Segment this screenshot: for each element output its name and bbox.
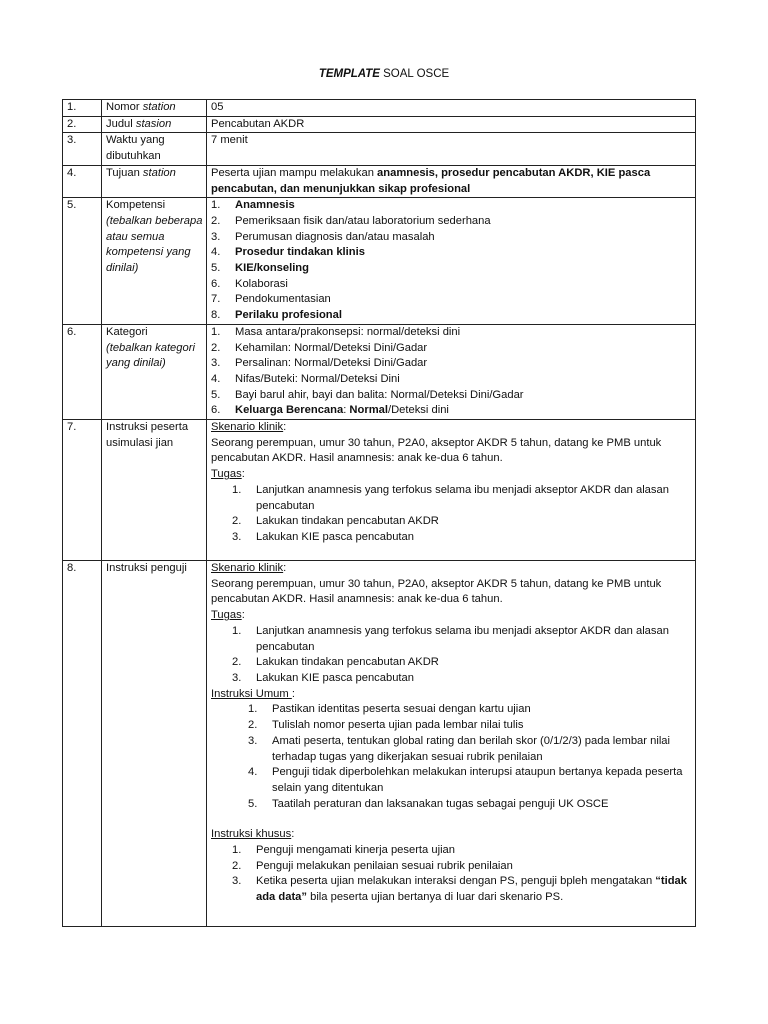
list-item: 3. Persalinan: Normal/Deteksi Dini/Gadar <box>211 357 428 370</box>
list-item: 4. Penguji tidak diperbolehkan melakukan interupsi ataupun bertanya kepada peserta selain yang ditentukan <box>248 766 683 794</box>
table-row <box>63 165 696 197</box>
objective-text: Peserta ujian mampu melakukan <box>211 166 378 179</box>
title-rest: SOAL OSCE <box>379 68 450 80</box>
row-number: 6. <box>63 324 102 419</box>
label-text: Kompetensi <box>106 199 166 212</box>
row-label: Waktu yang dibutuhkan <box>102 133 207 165</box>
umum-list <box>211 702 692 812</box>
list-item: 1. Lanjutkan anamnesis yang terfokus selama ibu menjadi akseptor AKDR dan alasan pencabutan <box>232 483 669 512</box>
list-item: 5. Bayi barul ahir, bayi dan balita: Normal/Deteksi Dini/Gadar <box>211 388 524 401</box>
list-item: 2. Lakukan tindakan pencabutan AKDR <box>232 515 439 528</box>
list-item: 3. Amati peserta, tentukan global rating dan berilah skor (0/1/2/3) pada lembar nilai terhadap tugas yang dikerjakan sesuai rubrik penilaian <box>248 734 671 763</box>
list-item: 6. Keluarga Berencana: Normal/Deteksi dini <box>211 404 449 417</box>
skenario-label: Skenario klinik <box>211 421 284 434</box>
list-item: 4. Prosedur tindakan klinis <box>211 246 365 259</box>
label-italic: stasion <box>135 117 172 130</box>
competency-list <box>211 198 692 324</box>
row-value: Skenario klinik: Seorang perempuan, umur 30 tahun, P2A0, akseptor AKDR 5 tahun, datang ke PMB untuk pencabutan AKDR. Hasil anamnesis: anak ke-dua 6 tahun. Tugas: 1. Lanjutkan anamnesis yang terfokus selama ibu menjadi akseptor AKDR dan alasan pencabutan 2. Lakukan tindakan pencabutan AKDR 3. Lakukan KIE pasca pencabutan <box>207 420 696 561</box>
label-italic: station <box>142 101 176 113</box>
list-item: 5. KIE/konseling <box>211 262 309 275</box>
khusus-label: Instruksi khusus <box>211 828 292 841</box>
list-item: 4. Nifas/Buteki: Normal/Deteksi Dini <box>211 372 400 385</box>
skenario-label: Skenario klinik <box>211 562 284 575</box>
list-item: 8. Perilaku profesional <box>211 309 342 322</box>
tugas-list <box>211 483 692 546</box>
list-item: 2. Penguji melakukan penilaian sesuai rubrik penilaian <box>232 859 513 872</box>
list-item: 1. Lanjutkan anamnesis yang terfokus selama ibu menjadi akseptor AKDR dan alasan pencabutan <box>232 624 669 653</box>
document-title <box>0 67 768 83</box>
row-value <box>207 324 696 419</box>
label-italic: station <box>142 166 176 179</box>
list-item: 3. Perumusan diagnosis dan/atau masalah <box>211 230 435 243</box>
row-value: Skenario klinik: Seorang perempuan, umur 30 tahun, P2A0, akseptor AKDR 5 tahun, datang ke PMB untuk pencabutan AKDR. Hasil anamnesis: anak ke-dua 6 tahun. Tugas: 1. Lanjutkan anamnesis yang terfokus selama ibu menjadi akseptor AKDR dan alasan pencabutan 2. Lakukan tindakan pencabutan AKDR 3. Lakukan KIE pasca pencabutan Instruksi Umum : 1. Pastikan identitas peserta sesuai dengan kartu ujian 2. Tulislah nomor peserta ujian pada lembar nilai tulis 3. Amati peserta, tentukan global rating dan berilah skor (0/1/2/3) pada lembar nilai terhadap tugas yang dikerjakan sesuai rubrik penilaian 4. Penguji tidak diperbolehkan melakukan interupsi ataupun bertanya kepada peserta selain yang ditentukan 5. Taatilah peraturan dan laksanakan tugas sebagai penguji UK OSCE Instruksi khusus: 1. Penguji mengamati kinerja peserta ujian 2. Penguji melakukan penilaian sesuai rubrik penilaian 3. Ketika peserta ujian melakukan interaksi dengan PS, penguji bpleh mengatakan “tidak ada data” bila peserta ujian bertanya di luar dari skenario PS. <box>207 561 696 927</box>
row-number: 4. <box>63 165 102 197</box>
row-label <box>102 100 207 117</box>
list-item: 1. Masa antara/prakonsepsi: normal/deteksi dini <box>211 325 461 338</box>
list-item: 2. Kehamilan: Normal/Deteksi Dini/Gadar <box>211 341 428 354</box>
list-item: 6. Kolaborasi <box>211 277 288 290</box>
row-number: 7. <box>63 420 102 561</box>
table-row <box>63 420 696 561</box>
list-item: 1. Anamnesis <box>211 199 295 212</box>
row-value: Pencabutan AKDR <box>207 116 696 133</box>
label-text: Kategori <box>106 325 148 338</box>
list-item: 3. Lakukan KIE pasca pencabutan <box>232 671 414 684</box>
skenario-text: Seorang perempuan, umur 30 tahun, P2A0, akseptor AKDR 5 tahun, datang ke PMB untuk pencabutan AKDR. Hasil anamnesis: anak ke-dua 6 tahun. <box>211 577 662 606</box>
khusus-list <box>211 843 692 906</box>
tugas-label: Tugas <box>211 468 242 481</box>
osce-table <box>62 99 696 927</box>
list-item: 2. Lakukan tindakan pencabutan AKDR <box>232 656 439 669</box>
row-label: Instruksi peserta usimulasi jian <box>102 420 207 561</box>
row-number: 2. <box>63 116 102 133</box>
row-value: 05 <box>207 100 696 117</box>
tugas-list <box>211 624 692 687</box>
row-label <box>102 116 207 133</box>
row-number: 1. <box>63 100 102 117</box>
table-row <box>63 133 696 165</box>
label-note: (tebalkan beberapa atau semua kompetensi yang dinilai) <box>106 214 203 275</box>
list-item: 2. Tulislah nomor peserta ujian pada lembar nilai tulis <box>248 719 524 732</box>
list-item: 3. Lakukan KIE pasca pencabutan <box>232 530 414 543</box>
umum-label: Instruksi Umum <box>211 687 292 700</box>
table-row <box>63 561 696 927</box>
label-text: Judul <box>106 117 136 130</box>
table-row <box>63 100 696 117</box>
table-row <box>63 198 696 325</box>
row-value <box>207 165 696 197</box>
title-italic: TEMPLATE <box>318 68 380 80</box>
category-list <box>211 325 692 419</box>
row-value <box>207 198 696 325</box>
row-label <box>102 198 207 325</box>
list-item: 7. Pendokumentasian <box>211 293 331 306</box>
label-text: Nomor <box>106 101 143 113</box>
list-item: 5. Taatilah peraturan dan laksanakan tugas sebagai penguji UK OSCE <box>248 797 609 810</box>
label-note: (tebalkan kategori yang dinilai) <box>106 341 195 370</box>
row-value: 7 menit <box>207 133 696 165</box>
label-text: Tujuan <box>106 166 143 179</box>
row-label: Instruksi penguji <box>102 561 207 927</box>
skenario-text: Seorang perempuan, umur 30 tahun, P2A0, akseptor AKDR 5 tahun, datang ke PMB untuk pencabutan AKDR. Hasil anamnesis: anak ke-dua 6 tahun. <box>211 436 662 465</box>
row-number: 8. <box>63 561 102 927</box>
list-item: 2. Pemeriksaan fisik dan/atau laboratorium sederhana <box>211 214 491 227</box>
table-row <box>63 324 696 419</box>
list-item: 1. Penguji mengamati kinerja peserta ujian <box>232 844 456 857</box>
row-number: 5. <box>63 198 102 325</box>
row-number: 3. <box>63 133 102 165</box>
row-label <box>102 324 207 419</box>
list-item: 1. Pastikan identitas peserta sesuai dengan kartu ujian <box>248 703 531 716</box>
list-item: 3. Ketika peserta ujian melakukan interaksi dengan PS, penguji bpleh mengatakan “tidak ada data” bila peserta ujian bertanya di luar dari skenario PS. <box>232 875 687 904</box>
objective-bold: anamnesis, prosedur pencabutan AKDR, KIE pasca pencabutan, dan menunjukkan sikap profesional <box>211 166 651 195</box>
tugas-label: Tugas <box>211 609 242 622</box>
row-label <box>102 165 207 197</box>
table-row <box>63 116 696 133</box>
